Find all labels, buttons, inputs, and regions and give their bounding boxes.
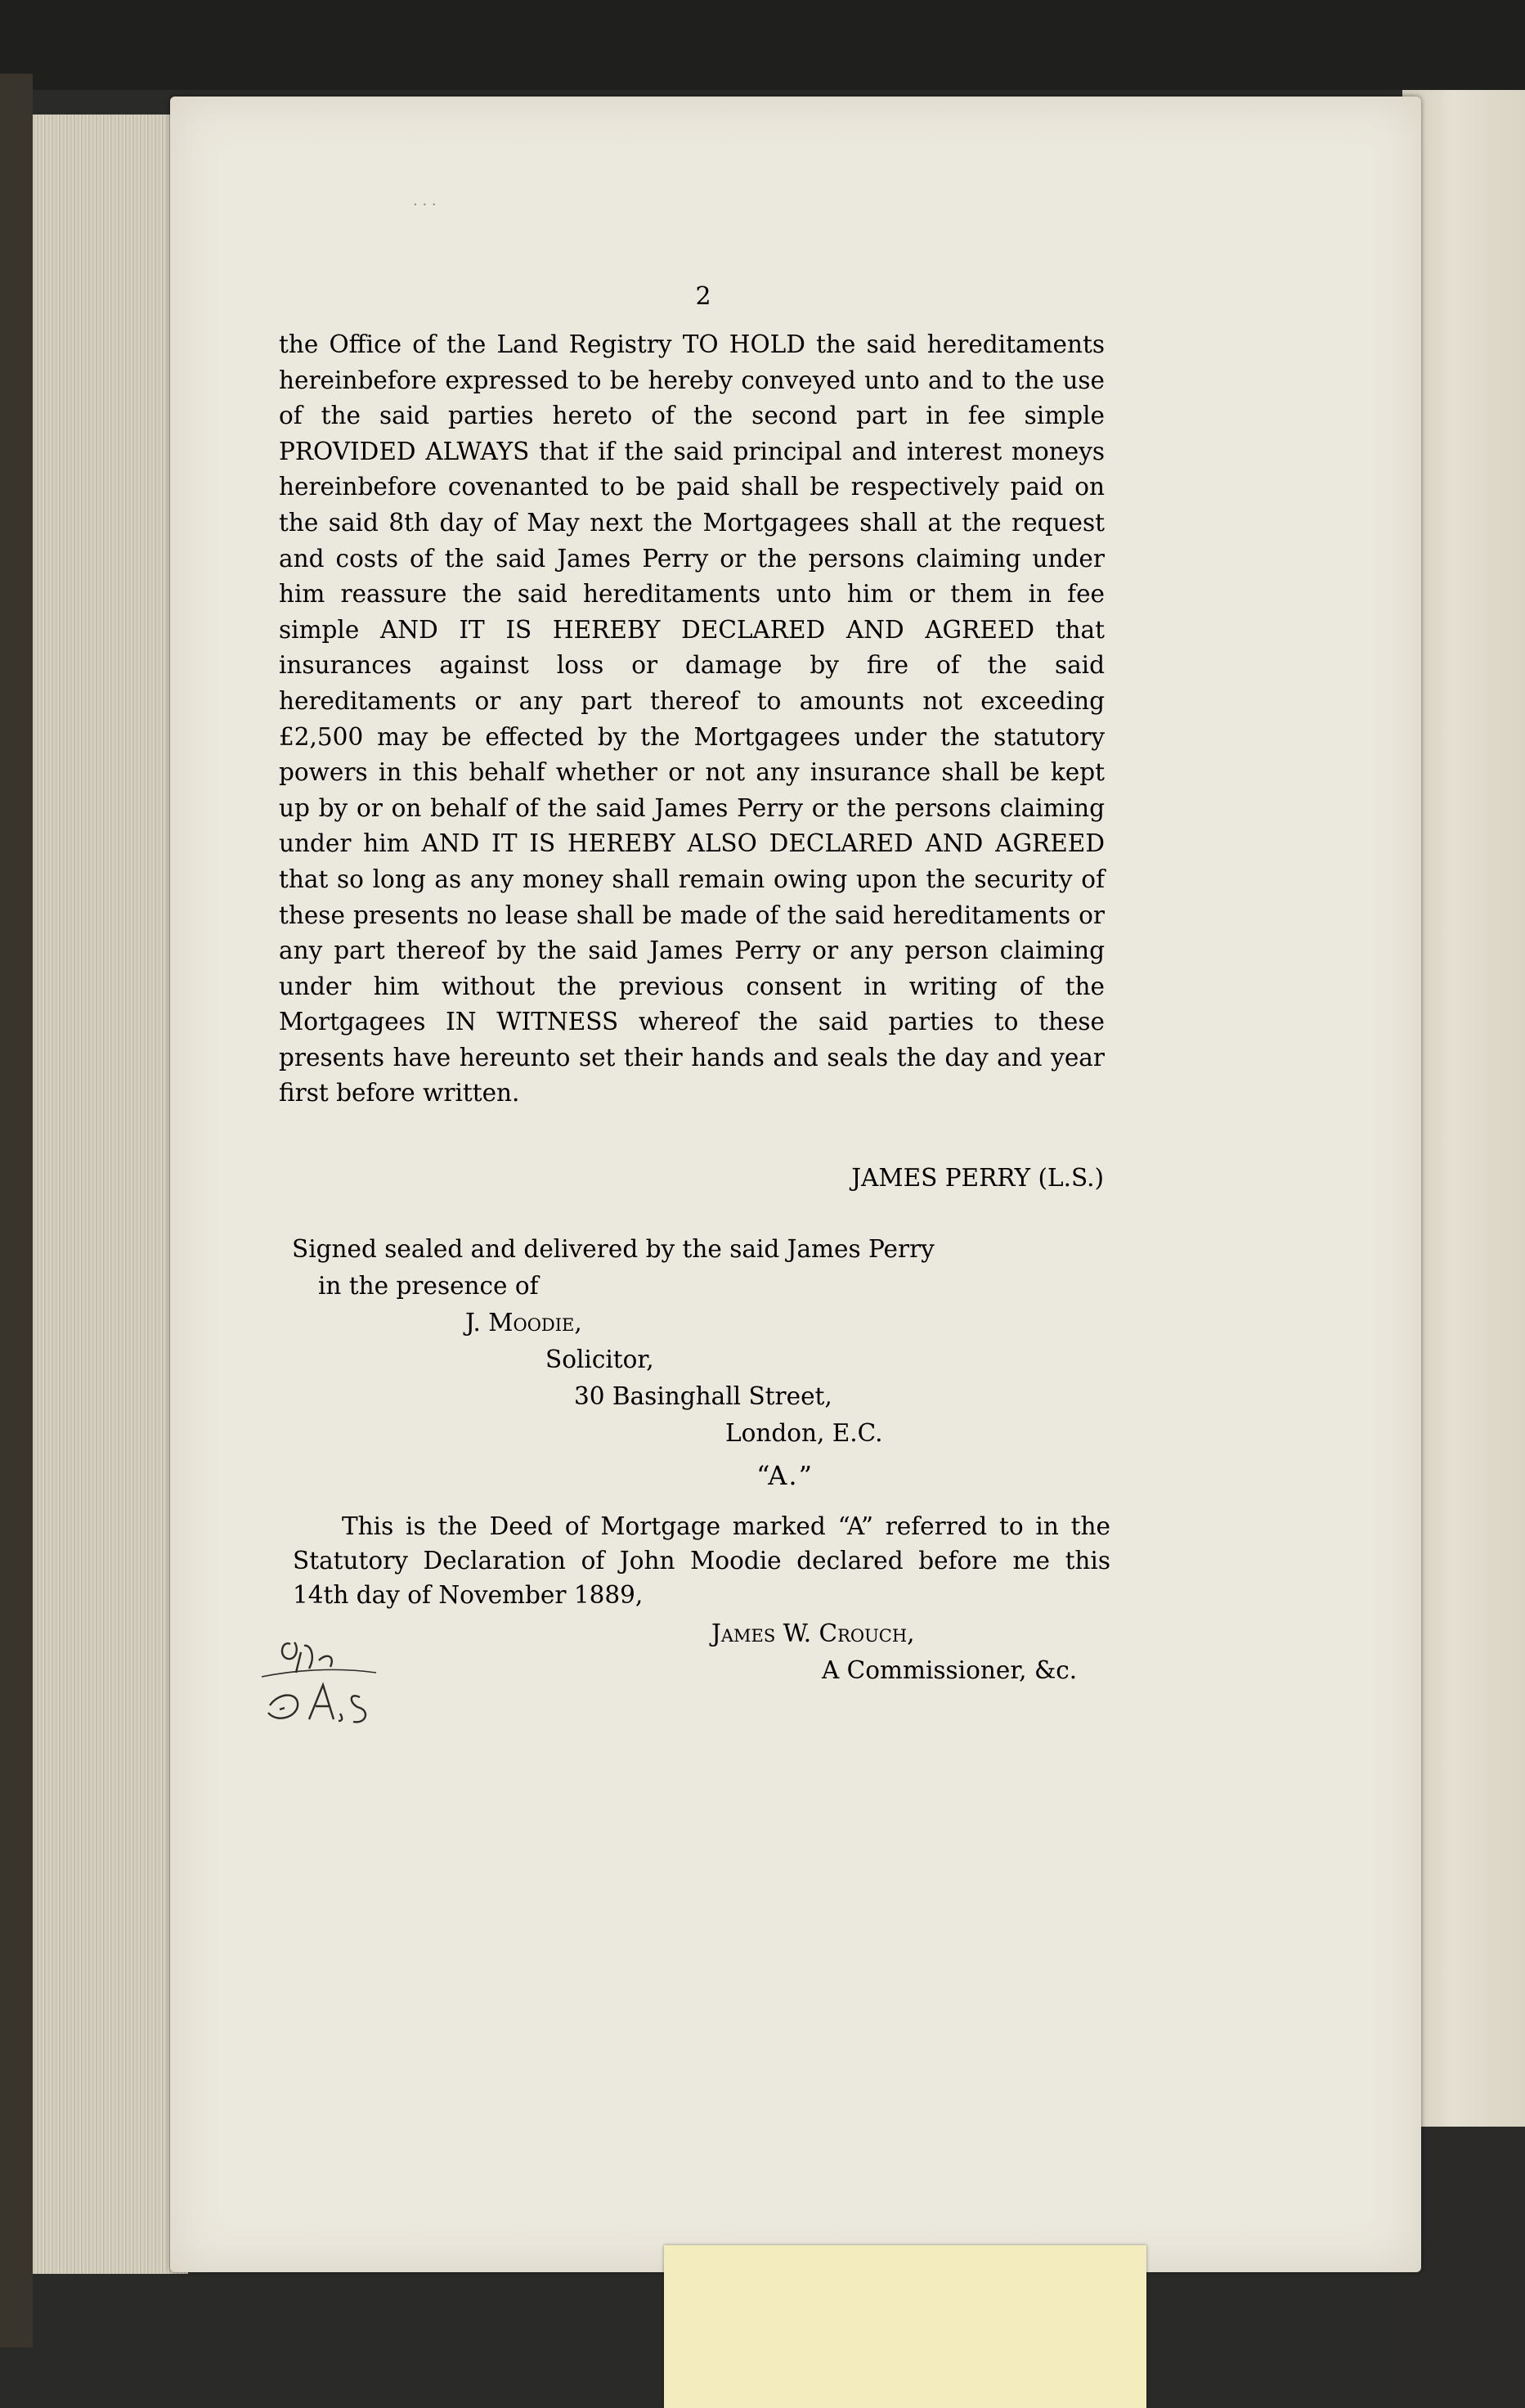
commissioner-name: James W. Crouch, [711, 1620, 915, 1647]
witness-address: 30 Basinghall Street, [574, 1382, 832, 1410]
attestation-line-2: in the presence of [318, 1272, 539, 1300]
deed-body [279, 327, 1105, 1112]
faint-mark: · · · [413, 196, 437, 213]
commissioner-block [540, 1615, 1077, 1689]
signatory [818, 1164, 1104, 1192]
exhibit-mark: “A.” [756, 1460, 814, 1491]
handwritten-initials [245, 1628, 409, 1734]
paper-slip [664, 2245, 1146, 2408]
witness-title: Solicitor, [545, 1346, 654, 1373]
attestation-clause [292, 1231, 935, 1452]
exhibit-declaration [293, 1509, 1110, 1612]
page-number: 2 [695, 282, 711, 311]
declaration-text: This is the Deed of Mortgage marked “A” referred to in the Statutory Declaration of John Moodie declared before me this 14th day of November 1889, [293, 1512, 1110, 1609]
witness-city: London, E.C. [725, 1419, 883, 1447]
witness-name: J. Moodie, [465, 1309, 582, 1337]
book-cover-top [0, 0, 1525, 90]
seal-mark: (L.S.) [1038, 1164, 1104, 1192]
deed-paragraph: the Office of the Land Registry TO HOLD the said hereditaments hereinbefore expressed to be hereby conveyed unto and to the use of the said parties hereto of the second part in fee simple PROVIDED ALWAYS that if the said principal and interest moneys hereinbefore covenanted to be paid shall be respectively paid on the said 8th day of May next the Mortgagees shall at the request and costs of the said James Perry or the persons claiming under him reassure the said hereditaments unto him or them in fee simple AND IT IS HEREBY DECLARED AND AGREED that insurances against loss or damage by fire of the said hereditaments or any part thereof to amounts not exceeding £2,500 may be effected by the Mortgagees under the statutory powers in this behalf whether or not any insurance shall be kept up by or on behalf of the said James Perry or the persons claiming under him AND IT IS HEREBY ALSO DECLARED AND AGREED that so long as any money shall remain owing upon the security of these presents no lease shall be made of the said hereditaments or any part thereof by the said James Perry or any person claiming under him without the previous consent in writing of the Mortgagees IN WITNESS whereof the said parties to these presents have hereunto set their hands and seals the day and year first before written. [279, 330, 1105, 1107]
signatory-name: JAMES PERRY [851, 1164, 1031, 1192]
attestation-line-1: Signed sealed and delivered by the said James Perry [292, 1235, 935, 1263]
commissioner-title: A Commissioner, &c. [822, 1656, 1078, 1684]
book-cover-left [0, 74, 33, 2347]
